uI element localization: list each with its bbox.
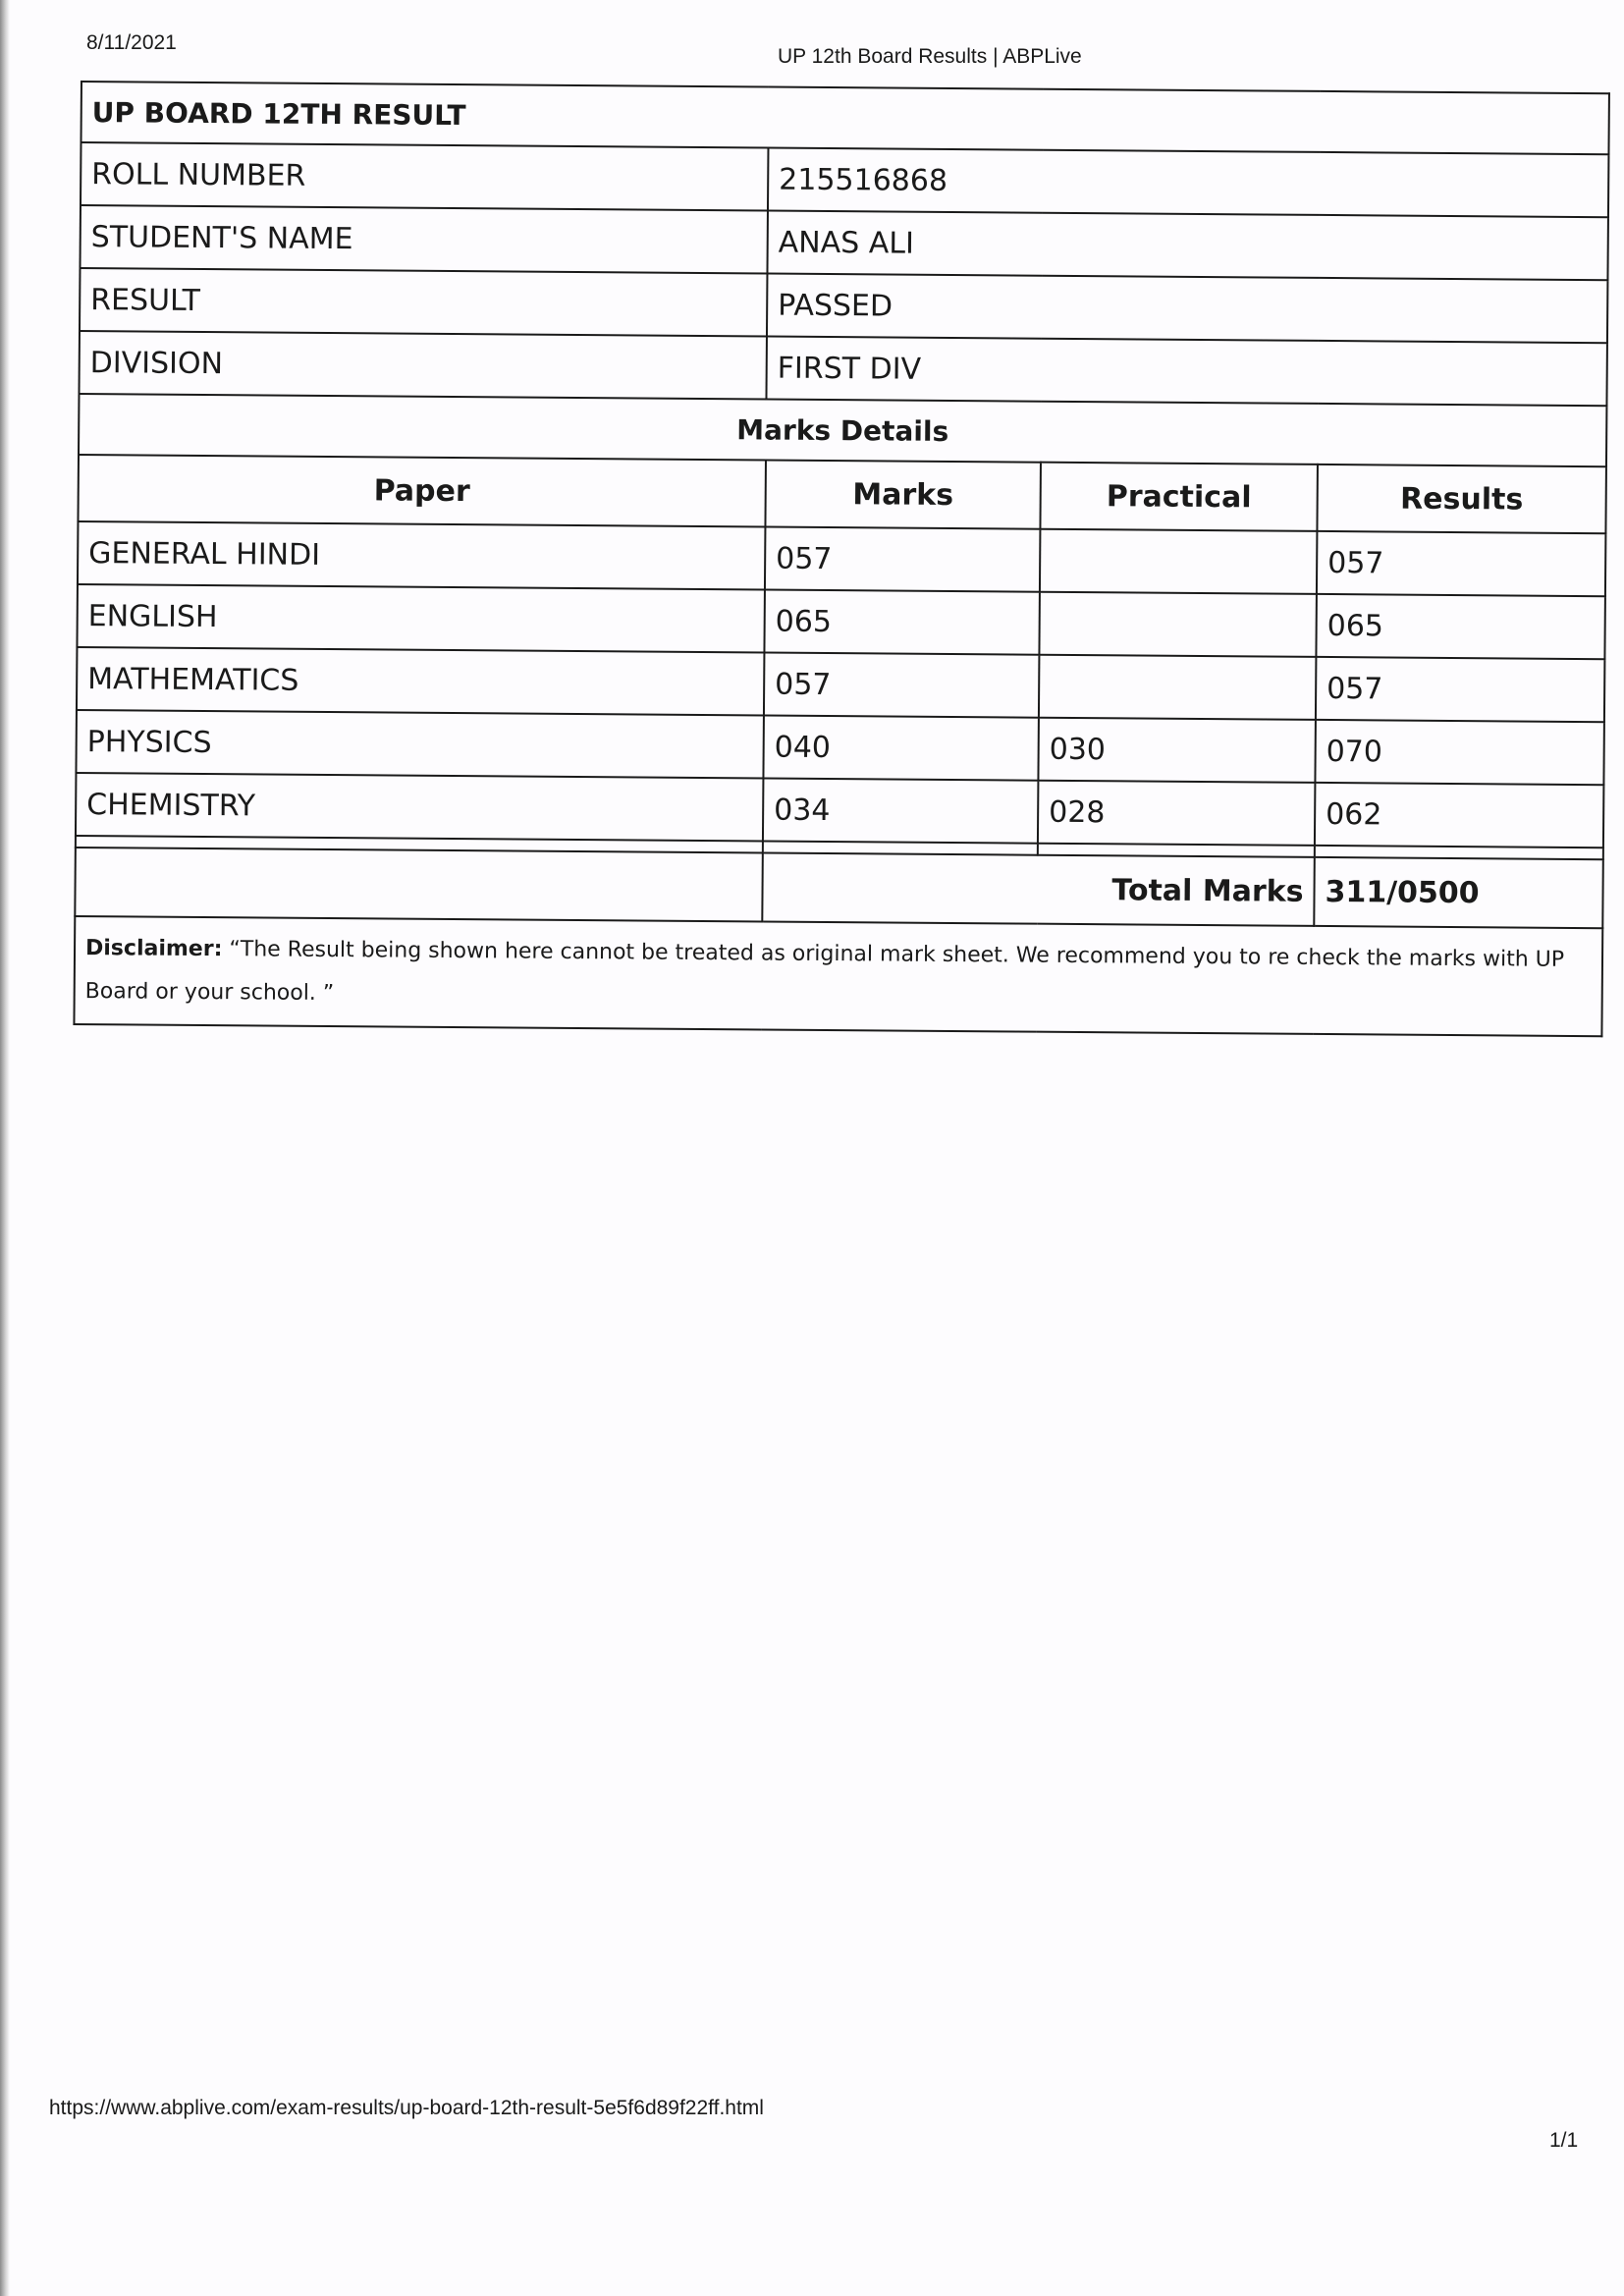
info-label: STUDENT'S NAME: [80, 205, 767, 273]
paper-cell: ENGLISH: [77, 584, 764, 652]
total-marks-value: 311/0500: [1314, 857, 1603, 928]
marks-cell: 040: [763, 715, 1038, 780]
info-label: DIVISION: [79, 331, 766, 399]
paper-cell: MATHEMATICS: [77, 647, 764, 715]
scan-edge: [0, 0, 10, 2296]
marks-section-title: Marks Details: [79, 394, 1606, 466]
info-value: PASSED: [767, 273, 1607, 343]
paper-cell: PHYSICS: [76, 710, 763, 778]
practical-cell: 028: [1038, 781, 1315, 846]
marks-cell: 034: [763, 778, 1038, 843]
info-row-student-name: [80, 205, 1607, 280]
print-date: 8/11/2021: [86, 31, 177, 54]
paper-cell: GENERAL HINDI: [78, 521, 765, 589]
print-title: UP 12th Board Results | ABPLive: [778, 45, 1082, 68]
disclaimer-text: “The Result being shown here cannot be treated as original mark sheet. We recommend you to re check the marks with UP Board or your school. ”: [84, 937, 1565, 1007]
marks-header-row: [78, 455, 1606, 533]
result-cell: 065: [1316, 594, 1605, 659]
practical-cell: [1039, 655, 1316, 720]
result-cell: 057: [1316, 657, 1605, 722]
result-cell: 070: [1315, 720, 1604, 785]
total-row: [75, 847, 1603, 928]
info-row-result: [80, 268, 1607, 343]
result-table: [73, 81, 1610, 1037]
disclaimer-label: Disclaimer:: [84, 936, 223, 962]
info-value: FIRST DIV: [766, 336, 1606, 406]
practical-cell: [1040, 529, 1317, 594]
marks-cell: 057: [764, 652, 1039, 717]
column-header-practical: Practical: [1040, 463, 1318, 531]
info-row-division: [79, 331, 1606, 406]
result-heading: UP BOARD 12TH RESULT: [81, 82, 1609, 154]
marks-cell: 065: [764, 589, 1039, 654]
table-row: [76, 773, 1603, 847]
result-cell: 057: [1317, 531, 1606, 596]
info-value: ANAS ALI: [767, 211, 1607, 281]
total-empty-cell: [75, 847, 763, 921]
practical-cell: [1039, 592, 1316, 657]
result-cell: 062: [1315, 783, 1604, 847]
print-page-number: 1/1: [1549, 2129, 1579, 2152]
result-sheet: [73, 81, 1608, 1037]
practical-cell: 030: [1038, 718, 1315, 783]
table-row: [78, 521, 1605, 596]
table-row: [76, 710, 1603, 785]
print-url: https://www.abplive.com/exam-results/up-board-12th-result-5e5f6d89f22ff.html: [49, 2097, 764, 2119]
total-marks-label: Total Marks: [762, 852, 1315, 925]
column-header-marks: Marks: [765, 460, 1041, 528]
column-header-results: Results: [1317, 465, 1606, 533]
info-label: ROLL NUMBER: [81, 142, 768, 210]
disclaimer-row: [74, 916, 1602, 1036]
disclaimer: [74, 916, 1602, 1036]
marks-cell: 057: [765, 526, 1040, 591]
info-value: 215516868: [768, 148, 1608, 218]
info-row-roll-number: [81, 142, 1608, 217]
column-header-paper: Paper: [78, 455, 766, 526]
table-row: [77, 584, 1604, 659]
table-row: [77, 647, 1604, 722]
info-label: RESULT: [80, 268, 767, 336]
paper-cell: CHEMISTRY: [76, 773, 763, 841]
